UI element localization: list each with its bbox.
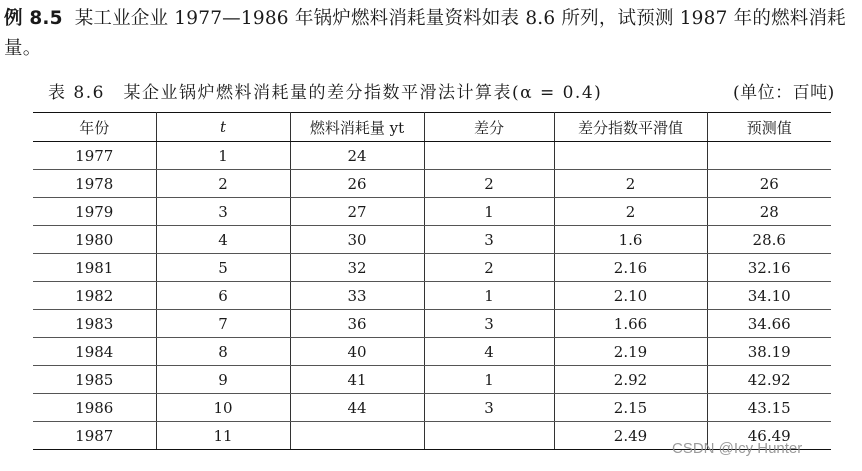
cell-forecast: 28: [707, 198, 831, 226]
table-row: [33, 366, 831, 394]
cell-difference: 3: [424, 310, 554, 338]
table-row: [33, 170, 831, 198]
cell-t: 3: [156, 198, 290, 226]
cell-year: 1979: [33, 198, 156, 226]
cell-smoothed: 2.15: [554, 394, 707, 422]
cell-t: 4: [156, 226, 290, 254]
cell-smoothed: 2.16: [554, 254, 707, 282]
cell-forecast: 28.6: [707, 226, 831, 254]
cell-consumption: 33: [290, 282, 424, 310]
cell-difference: 3: [424, 394, 554, 422]
table-caption-row: [0, 78, 862, 106]
header-forecast: 预测值: [707, 113, 831, 142]
header-consumption: 燃料消耗量 yt: [290, 113, 424, 142]
cell-consumption: 44: [290, 394, 424, 422]
watermark: CSDN @Icy Hunter: [672, 440, 803, 457]
cell-forecast: 42.92: [707, 366, 831, 394]
cell-year: 1986: [33, 394, 156, 422]
header-smoothed-difference: 差分指数平滑值: [554, 113, 707, 142]
cell-consumption: 26: [290, 170, 424, 198]
cell-year: 1987: [33, 422, 156, 450]
cell-difference: 1: [424, 282, 554, 310]
cell-year: 1984: [33, 338, 156, 366]
table-row: [33, 338, 831, 366]
table-row: [33, 282, 831, 310]
table-row: [33, 142, 831, 170]
table-caption: 表 8.6 某企业锅炉燃料消耗量的差分指数平滑法计算表(α = 0.4): [48, 83, 603, 103]
cell-t: 6: [156, 282, 290, 310]
cell-difference: 1: [424, 366, 554, 394]
header-t: t: [156, 113, 290, 142]
cell-forecast: 32.16: [707, 254, 831, 282]
cell-forecast: 46.49: [707, 422, 831, 450]
header-difference: 差分: [424, 113, 554, 142]
cell-smoothed: 1.6: [554, 226, 707, 254]
table-body: [33, 142, 831, 450]
cell-difference: 3: [424, 226, 554, 254]
cell-difference: [424, 142, 554, 170]
cell-t: 9: [156, 366, 290, 394]
cell-forecast: 34.66: [707, 310, 831, 338]
cell-smoothed: [554, 142, 707, 170]
cell-forecast: 34.10: [707, 282, 831, 310]
cell-t: 2: [156, 170, 290, 198]
cell-smoothed: 2: [554, 198, 707, 226]
table-unit: (单位：百吨): [733, 83, 835, 103]
cell-forecast: [707, 142, 831, 170]
table-row: [33, 226, 831, 254]
cell-year: 1981: [33, 254, 156, 282]
cell-year: 1982: [33, 282, 156, 310]
cell-consumption: 32: [290, 254, 424, 282]
cell-t: 10: [156, 394, 290, 422]
cell-difference: 2: [424, 254, 554, 282]
table-row: [33, 198, 831, 226]
cell-t: 1: [156, 142, 290, 170]
cell-forecast: 38.19: [707, 338, 831, 366]
smoothing-table: [33, 112, 831, 450]
problem-statement: [4, 4, 854, 64]
cell-year: 1978: [33, 170, 156, 198]
table-row: [33, 394, 831, 422]
cell-consumption: [290, 422, 424, 450]
cell-consumption: 30: [290, 226, 424, 254]
cell-forecast: 43.15: [707, 394, 831, 422]
table-row: [33, 310, 831, 338]
cell-smoothed: 2.19: [554, 338, 707, 366]
table-row: [33, 254, 831, 282]
cell-t: 7: [156, 310, 290, 338]
cell-consumption: 36: [290, 310, 424, 338]
problem-text: 某工业企业 1977—1986 年锅炉燃料消耗量资料如表 8.6 所列，试预测 1987 年的燃料消耗量。: [4, 8, 846, 59]
header-year: 年份: [33, 113, 156, 142]
cell-forecast: 26: [707, 170, 831, 198]
cell-smoothed: 2: [554, 170, 707, 198]
cell-year: 1985: [33, 366, 156, 394]
cell-t: 11: [156, 422, 290, 450]
cell-consumption: 41: [290, 366, 424, 394]
cell-smoothed: 1.66: [554, 310, 707, 338]
cell-difference: 4: [424, 338, 554, 366]
cell-consumption: 40: [290, 338, 424, 366]
cell-year: 1980: [33, 226, 156, 254]
example-number: 例 8.5: [4, 8, 63, 29]
cell-difference: 2: [424, 170, 554, 198]
cell-year: 1977: [33, 142, 156, 170]
cell-difference: 1: [424, 198, 554, 226]
cell-t: 5: [156, 254, 290, 282]
cell-consumption: 24: [290, 142, 424, 170]
cell-smoothed: 2.49: [554, 422, 707, 450]
table-header-row: [33, 113, 831, 142]
cell-consumption: 27: [290, 198, 424, 226]
cell-year: 1983: [33, 310, 156, 338]
cell-t: 8: [156, 338, 290, 366]
cell-smoothed: 2.10: [554, 282, 707, 310]
cell-difference: [424, 422, 554, 450]
cell-smoothed: 2.92: [554, 366, 707, 394]
